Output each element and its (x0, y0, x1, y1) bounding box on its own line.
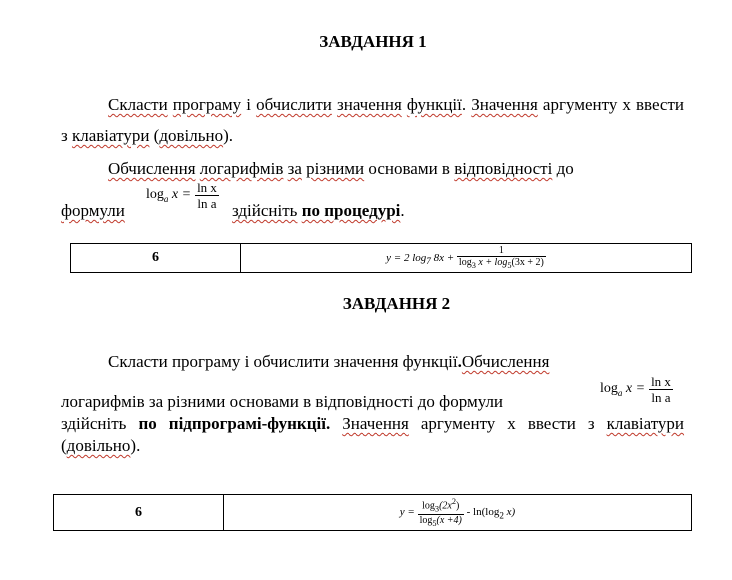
word: значення (337, 95, 402, 114)
task2-paragraph-line-3 (61, 413, 684, 457)
word: Скласти (108, 95, 168, 114)
log-formula-1: $\log_a x$ = $\frac{\text{ln x}}{\text{ln a}}$ (146, 180, 217, 211)
word: . (400, 201, 405, 220)
word: здійсніть (232, 201, 298, 220)
variant-formula: y = $\frac{\log_3(2x^2)}{\log_5(x +4)}$ - $\ln(\log_2$ x) (224, 495, 692, 531)
word: Обчислення (461, 352, 550, 371)
word: довільно (66, 436, 131, 455)
word: ). (223, 126, 233, 145)
word: основами в (368, 159, 450, 178)
task1-heading: ЗАВДАННЯ 1 (319, 32, 427, 51)
word: довільно (159, 126, 224, 145)
word: Обчислення (108, 159, 196, 178)
word: по процедурі (301, 201, 401, 220)
word: програму (172, 95, 242, 114)
word: і (246, 95, 251, 114)
word: обчислити (256, 95, 332, 114)
task2-paragraph-line-2 (61, 391, 503, 413)
word: Значення (471, 95, 538, 114)
word: аргументу х ввести з (420, 414, 595, 433)
task2-variant-table (53, 494, 692, 531)
task2-heading: ЗАВДАННЯ 2 (342, 294, 451, 313)
word: по підпрограмі-функції. (138, 414, 331, 433)
variant-number: 6 (71, 244, 241, 273)
variant-number: 6 (54, 495, 224, 531)
task1-paragraph-1 (61, 89, 684, 151)
log-formula-2: $\log_a x$ = $\frac{\text{ln x}}{\text{ln a}}$ (600, 374, 671, 405)
word: формули (61, 201, 125, 220)
word: до (556, 159, 574, 178)
variant-formula: y = 2 $\log_7 8x$ + $\frac{1}{\log_3 x + \log_5(3x + 2)}$ (241, 244, 692, 273)
task2-paragraph-line-1 (61, 346, 684, 377)
word: . (457, 352, 462, 371)
task1-paragraph-2-end (232, 195, 405, 226)
word: аргументу х ввести з (61, 95, 685, 145)
word: . (461, 95, 467, 114)
word: різними (306, 159, 365, 178)
word: відповідності (454, 159, 553, 178)
word: логарифмів (199, 159, 284, 178)
word: логарифмів за різними основами в відповідності до формули (61, 392, 504, 411)
word: за (287, 159, 302, 178)
word: Скласти програму і обчислити значення функції (108, 352, 458, 371)
word: ). (130, 436, 141, 455)
task1-variant-table (70, 243, 692, 273)
word: клавіатури (71, 126, 150, 145)
word: Значення (342, 414, 409, 433)
word: функції (406, 95, 462, 114)
word: ( (153, 126, 160, 145)
word: клавіатури (606, 414, 685, 433)
word: здійсніть (61, 414, 127, 433)
word: ( (61, 436, 67, 455)
